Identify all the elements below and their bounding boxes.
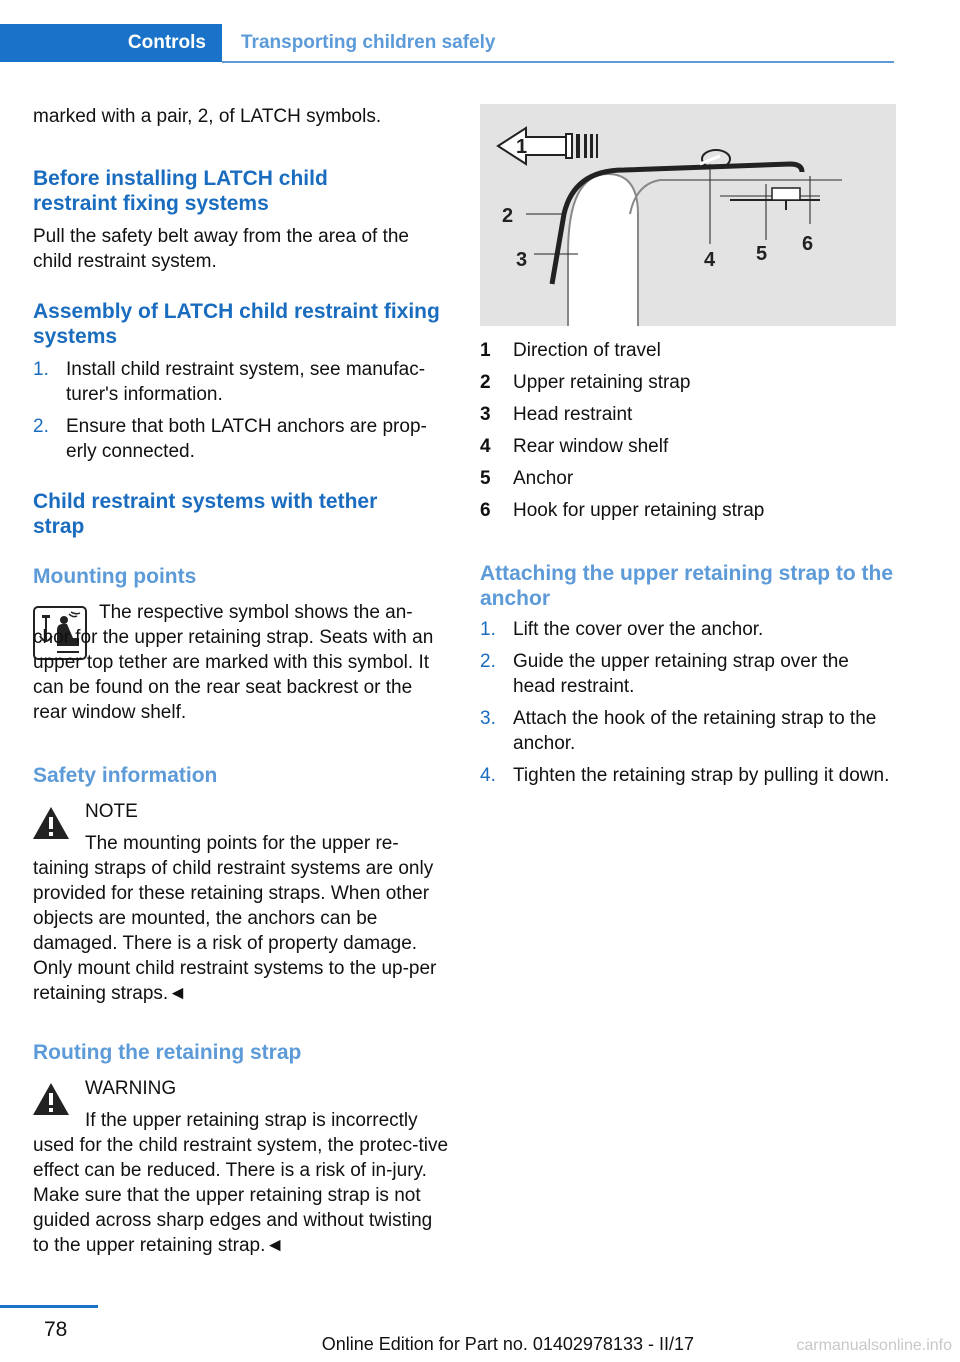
list-item: 4. Tighten the retaining strap by pulling it down. [480,765,890,786]
strap-routing-figure [480,104,896,326]
list-item: 1. Lift the cover over the anchor. [480,619,764,640]
section-tab-label: Controls [127,32,206,53]
list-item: 3. Attach the hook of the retaining strap to the anchor. [480,708,877,754]
assembly-heading: Assembly of LATCH child restraint fixing systems [33,300,440,348]
list-item: 1. Install child restraint system, see manufac‐turer's information. [33,359,426,405]
note-label: NOTE [85,801,138,822]
safety-info-heading: Safety information [33,764,218,787]
footer-rule [0,1305,98,1308]
list-item: 1 Direction of travel [480,340,661,361]
watermark: carmanualsonline.info [796,1337,952,1354]
edition-info: Online Edition for Part no. 01402978133 - II/17 [321,1334,694,1354]
tether-heading: Child restraint systems with tether strap [33,490,378,538]
list-item: 5 Anchor [480,468,574,489]
figure-callout-2: 2 [502,205,514,227]
before-installing-text: Pull the safety belt away from the area of the child restraint system. [33,226,409,272]
figure-callout-6: 6 [802,233,814,255]
figure-callout-1: 1 [516,136,528,158]
figure-callout-5: 5 [756,243,768,265]
assembly-steps [33,357,449,471]
figure-legend [480,338,896,530]
attach-heading: Attaching the upper retaining strap to the anchor [480,562,894,610]
list-item: 2. Ensure that both LATCH anchors are prop‐erly connected. [33,416,427,462]
list-item: 2. Guide the upper retaining strap over the head restraint. [480,651,849,697]
header-rule [222,61,894,63]
list-item: 4 Rear window shelf [480,436,669,457]
list-item: 6 Hook for upper retaining strap [480,500,765,521]
before-installing-heading: Before installing LATCH child restraint fixing systems [33,167,328,215]
figure-callout-4: 4 [704,249,716,271]
routing-heading: Routing the retaining strap [33,1041,302,1064]
note-text: The mounting points for the upper re‐taining straps of child restraint systems are only provided for these retaining straps. When other objects are mounted, the anchors can be damaged. There is a risk of property damage. Only mount child restraint systems to the up‐per retaining straps.◄ [33,833,437,1004]
chapter-title: Transporting children safely [241,32,496,53]
page-number: 78 [44,1318,68,1341]
mounting-points-heading: Mounting points [33,565,197,588]
section-tab [0,24,222,62]
mounting-points-text: The respective symbol shows the an‐chor for the upper retaining strap. Seats with an upper top tether are marked with this symbol. It can be found on the rear seat backrest or the rear window shelf. [33,602,434,723]
warning-label: WARNING [85,1078,177,1099]
figure-callout-3: 3 [516,249,528,271]
attach-steps [480,617,896,795]
intro-text: marked with a pair, 2, of LATCH symbols. [33,106,382,127]
list-item: 2 Upper retaining strap [480,372,691,393]
list-item: 3 Head restraint [480,404,633,425]
warning-text: If the upper retaining strap is incorrectly used for the child restraint system, the protec‐tive effect can be reduced. There is a risk of in‐jury. Make sure that the upper retaining strap is not guided across sharp edges and without twisting to the upper retaining strap.◄ [33,1110,449,1256]
